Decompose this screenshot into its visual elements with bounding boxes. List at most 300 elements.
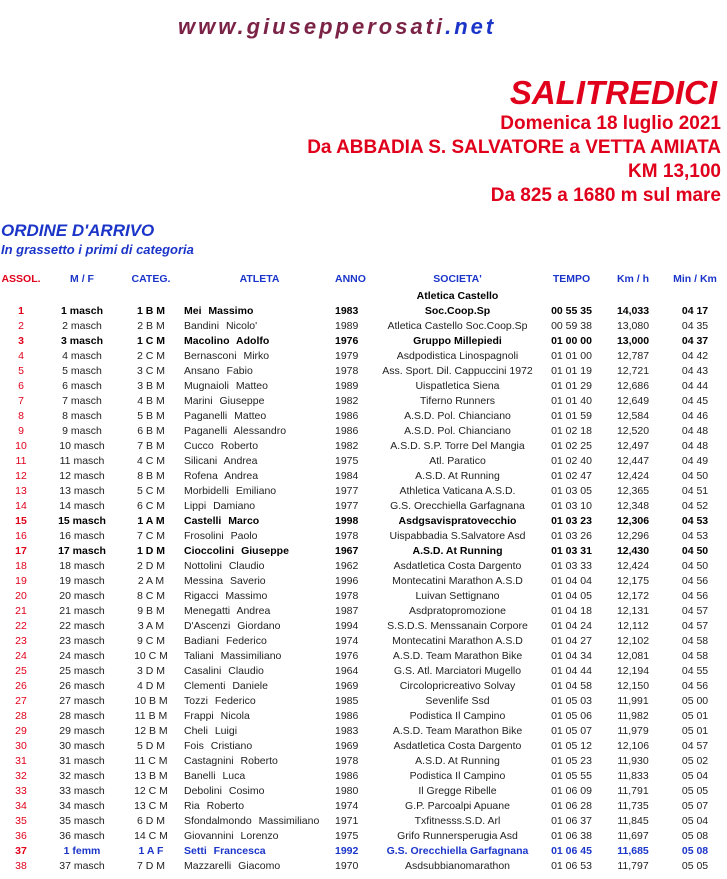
table-row: [0, 753, 727, 768]
speed-cell: 13,000: [616, 334, 650, 347]
year-cell: 1969: [335, 739, 359, 752]
athlete-cell: Badiani Federico: [184, 634, 267, 647]
gender-rank-cell: 25 masch: [59, 664, 105, 677]
results-heading: ORDINE D'ARRIVO: [1, 221, 155, 240]
category-cell: 2 D M: [136, 559, 165, 572]
pace-cell: 04 17: [681, 304, 709, 317]
team-cell: Uispabbadia S.Salvatore Asd: [389, 529, 526, 542]
empty-cell: [540, 288, 603, 303]
year-cell: 1980: [335, 784, 359, 797]
gender-rank-cell: 23 masch: [59, 634, 105, 647]
time-cell: 01 04 44: [551, 664, 592, 677]
speed-cell: 12,306: [616, 514, 650, 527]
athlete-cell: Casalini Claudio: [184, 664, 264, 677]
team-cell: S.S.D.S. Menssanain Corpore: [387, 619, 528, 632]
pace-cell: 04 35: [681, 319, 709, 332]
team-cell: A.S.D. Team Marathon Bike: [392, 649, 523, 662]
position-cell: 31: [15, 754, 27, 767]
pace-cell: 04 56: [681, 589, 709, 602]
gender-rank-cell: 20 masch: [59, 589, 105, 602]
athlete-cell: Morbidelli Emiliano: [184, 484, 277, 497]
table-row: [0, 708, 727, 723]
category-cell: 3 C M: [136, 364, 165, 377]
category-cell: 1 D M: [136, 544, 165, 557]
site-url-tld: .net: [445, 14, 497, 39]
results-table: [0, 270, 727, 873]
athlete-cell: Frosolini Paolo: [184, 529, 258, 542]
position-cell: 2: [18, 319, 24, 332]
table-row: [0, 363, 727, 378]
table-row: [0, 648, 727, 663]
gender-rank-cell: 15 masch: [58, 514, 106, 527]
year-cell: 1969: [335, 679, 359, 692]
pace-cell: 04 52: [681, 499, 709, 512]
pace-cell: 04 43: [681, 364, 709, 377]
table-row: [0, 783, 727, 798]
year-cell: 1976: [335, 334, 359, 347]
speed-cell: 12,649: [616, 394, 650, 407]
team-cell: G.S. Orecchiella Garfagnana: [390, 499, 525, 512]
team-cell: Athletica Vaticana A.S.D.: [399, 484, 516, 497]
year-cell: 1986: [335, 709, 359, 722]
athlete-cell: Silicani Andrea: [184, 454, 258, 467]
table-row: [0, 543, 727, 558]
time-cell: 01 02 40: [551, 454, 592, 467]
category-cell: 1 B M: [136, 304, 165, 317]
position-cell: 12: [15, 469, 27, 482]
event-distance: KM 13,100: [628, 161, 721, 182]
gender-rank-cell: 17 masch: [58, 544, 106, 557]
speed-cell: 12,424: [616, 469, 650, 482]
pace-cell: 05 08: [681, 829, 709, 842]
time-cell: 01 06 38: [551, 829, 592, 842]
table-row: [0, 303, 727, 318]
pace-cell: 04 58: [681, 634, 709, 647]
position-cell: 11: [15, 454, 27, 467]
athlete-cell: Cioccolini Giuseppe: [184, 544, 289, 557]
speed-cell: 11,991: [617, 694, 649, 707]
athlete-cell: Cheli Luigi: [184, 724, 238, 737]
category-cell: 5 C M: [136, 484, 165, 497]
category-cell: 5 D M: [136, 739, 165, 752]
results-heading-block: [1, 221, 194, 258]
year-cell: 1975: [335, 829, 359, 842]
athlete-cell: Castagnini Roberto: [184, 754, 278, 767]
athlete-cell: Ria Roberto: [184, 799, 245, 812]
gender-rank-cell: 35 masch: [59, 814, 105, 827]
category-cell: 7 C M: [136, 529, 165, 542]
team-cell: Asdgsavispratovecchio: [398, 514, 517, 527]
pace-cell: 05 05: [681, 859, 709, 872]
team-cell: A.S.D. At Running: [412, 544, 503, 557]
gender-rank-cell: 7 masch: [62, 394, 102, 407]
col-header-atleta: ATLETA: [239, 273, 280, 285]
gender-rank-cell: 1 femm: [63, 844, 101, 857]
speed-cell: 11,982: [617, 709, 649, 722]
table-row: [0, 663, 727, 678]
athlete-cell: Nottolini Claudio: [184, 559, 265, 572]
time-cell: 01 06 45: [551, 844, 592, 857]
athlete-cell: Mazzarelli Giacomo: [184, 859, 281, 872]
time-cell: 01 04 27: [551, 634, 592, 647]
athlete-cell: Messina Saverio: [184, 574, 266, 587]
team-cell: A.S.D. At Running: [415, 754, 500, 767]
team-continuation-row: [0, 288, 727, 303]
athlete-cell: Rigacci Massimo: [184, 589, 268, 602]
position-cell: 15: [15, 514, 27, 527]
table-row: [0, 438, 727, 453]
table-row: [0, 378, 727, 393]
time-cell: 01 05 06: [551, 709, 592, 722]
gender-rank-cell: 36 masch: [59, 829, 105, 842]
pace-cell: 04 42: [681, 349, 709, 362]
category-cell: 8 C M: [136, 589, 165, 602]
position-cell: 23: [15, 634, 27, 647]
athlete-cell: Bandini Nicolo': [184, 319, 258, 332]
athlete-cell: Setti Francesca: [184, 844, 266, 857]
pace-cell: 04 58: [681, 649, 709, 662]
gender-rank-cell: 10 masch: [59, 439, 105, 452]
team-cell: Asdatletica Costa Dargento: [393, 559, 522, 572]
time-cell: 01 05 03: [551, 694, 592, 707]
pace-cell: 04 50: [681, 544, 709, 557]
year-cell: 1986: [335, 409, 359, 422]
year-cell: 1964: [335, 664, 359, 677]
time-cell: 01 03 31: [551, 544, 592, 557]
time-cell: 01 06 37: [551, 814, 592, 827]
pace-cell: 05 02: [681, 754, 709, 767]
team-cell: Soc.Coop.Sp: [424, 304, 491, 317]
category-cell: 14 C M: [134, 829, 168, 842]
gender-rank-cell: 29 masch: [59, 724, 105, 737]
event-header: [307, 74, 721, 208]
position-cell: 8: [18, 409, 24, 422]
time-cell: 01 05 23: [551, 754, 592, 767]
speed-cell: 11,697: [617, 829, 649, 842]
time-cell: 01 01 59: [551, 409, 592, 422]
position-cell: 7: [18, 394, 24, 407]
table-row: [0, 618, 727, 633]
table-row: [0, 318, 727, 333]
pace-cell: 04 50: [681, 559, 709, 572]
year-cell: 1974: [335, 799, 359, 812]
category-cell: 12 C M: [134, 784, 168, 797]
gender-rank-cell: 5 masch: [62, 364, 102, 377]
speed-cell: 12,584: [616, 409, 650, 422]
position-cell: 36: [15, 829, 27, 842]
year-cell: 1976: [335, 649, 359, 662]
team-cell: Asdpratopromozione: [409, 604, 506, 617]
time-cell: 01 03 10: [551, 499, 592, 512]
athlete-cell: Rofena Andrea: [184, 469, 259, 482]
col-header-mf: M / F: [70, 273, 94, 285]
speed-cell: 12,424: [616, 559, 650, 572]
gender-rank-cell: 22 masch: [59, 619, 105, 632]
empty-cell: [0, 288, 42, 303]
category-cell: 3 B M: [137, 379, 165, 392]
time-cell: 01 01 19: [551, 364, 592, 377]
athlete-cell: Debolini Cosimo: [184, 784, 265, 797]
speed-cell: 12,430: [616, 544, 650, 557]
speed-cell: 11,845: [617, 814, 649, 827]
year-cell: 1994: [335, 619, 359, 632]
table-row: [0, 603, 727, 618]
speed-cell: 12,172: [616, 589, 650, 602]
table-row: [0, 768, 727, 783]
table-row: [0, 858, 727, 873]
team-cell: Atletica Castello: [416, 289, 499, 302]
table-row: [0, 393, 727, 408]
gender-rank-cell: 18 masch: [59, 559, 105, 572]
speed-cell: 11,930: [617, 754, 649, 767]
time-cell: 01 04 58: [551, 679, 592, 692]
gender-rank-cell: 27 masch: [59, 694, 105, 707]
category-cell: 2 C M: [136, 349, 165, 362]
time-cell: 00 59 38: [551, 319, 592, 332]
year-cell: 1974: [335, 634, 359, 647]
position-cell: 1: [18, 304, 24, 317]
category-cell: 7 B M: [137, 439, 165, 452]
position-cell: 26: [15, 679, 27, 692]
year-cell: 1982: [335, 439, 359, 452]
col-header-tempo: TEMPO: [552, 273, 591, 285]
table-header-row: [0, 270, 727, 288]
athlete-cell: Marini Giuseppe: [184, 394, 265, 407]
category-cell: 9 C M: [136, 634, 165, 647]
speed-cell: 11,833: [617, 769, 649, 782]
team-cell: G.S. Atl. Marciatori Mugello: [393, 664, 522, 677]
year-cell: 1979: [335, 349, 359, 362]
time-cell: 01 01 40: [551, 394, 592, 407]
speed-cell: 12,686: [616, 379, 650, 392]
athlete-cell: Paganelli Matteo: [184, 409, 267, 422]
team-cell: Luivan Settignano: [415, 589, 500, 602]
category-cell: 10 C M: [134, 649, 168, 662]
position-cell: 19: [15, 574, 27, 587]
team-cell: Asdatletica Costa Dargento: [393, 739, 522, 752]
time-cell: 01 05 07: [551, 724, 592, 737]
table-row: [0, 828, 727, 843]
pace-cell: 04 56: [681, 574, 709, 587]
year-cell: 1984: [335, 469, 359, 482]
col-header-categ: CATEG.: [131, 273, 171, 285]
pace-cell: 04 56: [681, 679, 709, 692]
team-cell: A.S.D. Pol. Chianciano: [404, 424, 511, 437]
team-cell: Txfitnesss.S.D. Arl: [414, 814, 501, 827]
position-cell: 13: [15, 484, 27, 497]
table-row: [0, 558, 727, 573]
table-row: [0, 693, 727, 708]
athlete-cell: Fois Cristiano: [184, 739, 253, 752]
time-cell: 01 06 09: [551, 784, 592, 797]
athlete-cell: Frappi Nicola: [184, 709, 250, 722]
year-cell: 1977: [335, 484, 359, 497]
pace-cell: 05 04: [681, 814, 709, 827]
pace-cell: 04 48: [681, 439, 709, 452]
team-cell: Atletica Castello Soc.Coop.Sp: [387, 319, 528, 332]
category-cell: 1 C M: [136, 334, 165, 347]
pace-cell: 04 57: [681, 604, 709, 617]
table-row: [0, 678, 727, 693]
event-altitude: Da 825 a 1680 m sul mare: [490, 185, 721, 206]
table-row: [0, 468, 727, 483]
athlete-cell: Giovannini Lorenzo: [184, 829, 279, 842]
speed-cell: 12,131: [616, 604, 650, 617]
team-cell: Grifo Runnersperugia Asd: [397, 829, 518, 842]
pace-cell: 04 55: [681, 664, 709, 677]
table-row: [0, 498, 727, 513]
pace-cell: 04 57: [681, 619, 709, 632]
pace-cell: 04 44: [681, 379, 709, 392]
position-cell: 6: [18, 379, 24, 392]
position-cell: 18: [15, 559, 27, 572]
pace-cell: 05 08: [681, 844, 709, 857]
position-cell: 34: [15, 799, 27, 812]
athlete-cell: Mugnaioli Matteo: [184, 379, 268, 392]
athlete-cell: Ansano Fabio: [184, 364, 253, 377]
time-cell: 01 06 53: [551, 859, 592, 872]
gender-rank-cell: 6 masch: [62, 379, 102, 392]
athlete-cell: Banelli Luca: [184, 769, 246, 782]
event-route: Da ABBADIA S. SALVATORE a VETTA AMIATA: [307, 137, 721, 158]
team-cell: Tiferno Runners: [420, 394, 495, 407]
table-row: [0, 813, 727, 828]
team-cell: Asdsubbianomarathon: [404, 859, 511, 872]
table-row: [0, 453, 727, 468]
gender-rank-cell: 24 masch: [59, 649, 105, 662]
event-date: Domenica 18 luglio 2021: [500, 113, 721, 134]
speed-cell: 12,175: [616, 574, 650, 587]
gender-rank-cell: 26 masch: [59, 679, 105, 692]
time-cell: 01 04 18: [551, 604, 592, 617]
speed-cell: 12,497: [616, 439, 650, 452]
year-cell: 1967: [335, 544, 359, 557]
team-cell: Montecatini Marathon A.S.D: [392, 634, 523, 647]
year-cell: 1977: [335, 499, 359, 512]
time-cell: 01 06 28: [551, 799, 592, 812]
gender-rank-cell: 3 masch: [60, 334, 104, 347]
category-cell: 2 B M: [137, 319, 165, 332]
category-cell: 10 B M: [134, 694, 168, 707]
speed-cell: 12,081: [616, 649, 650, 662]
athlete-cell: Castelli Marco: [184, 514, 260, 527]
team-cell: A.S.D. Pol. Chianciano: [404, 409, 511, 422]
year-cell: 1992: [335, 844, 359, 857]
year-cell: 1986: [335, 424, 359, 437]
time-cell: 01 03 23: [551, 514, 592, 527]
table-row: [0, 333, 727, 348]
position-cell: 21: [15, 604, 27, 617]
category-cell: 4 B M: [137, 394, 165, 407]
year-cell: 1989: [335, 379, 359, 392]
time-cell: 01 04 04: [551, 574, 592, 587]
time-cell: 01 02 47: [551, 469, 592, 482]
empty-cell: [122, 288, 180, 303]
position-cell: 9: [18, 424, 24, 437]
speed-cell: 11,735: [617, 799, 649, 812]
pace-cell: 05 04: [681, 769, 709, 782]
team-cell: Uispatletica Siena: [415, 379, 500, 392]
time-cell: 01 01 00: [551, 349, 592, 362]
category-cell: 13 B M: [134, 769, 168, 782]
pace-cell: 04 46: [681, 409, 709, 422]
position-cell: 24: [15, 649, 27, 662]
table-row: [0, 723, 727, 738]
speed-cell: 12,348: [616, 499, 650, 512]
team-cell: Podistica Il Campino: [409, 709, 506, 722]
results-note: In grassetto i primi di categoria: [1, 242, 194, 257]
position-cell: 4: [18, 349, 24, 362]
speed-cell: 11,685: [617, 844, 649, 857]
team-cell: Circolopricreativo Solvay: [399, 679, 516, 692]
gender-rank-cell: 9 masch: [62, 424, 102, 437]
gender-rank-cell: 13 masch: [59, 484, 105, 497]
category-cell: 13 C M: [134, 799, 168, 812]
time-cell: 01 04 05: [551, 589, 592, 602]
year-cell: 1987: [335, 604, 359, 617]
table-row: [0, 588, 727, 603]
team-cell: A.S.D. At Running: [415, 469, 500, 482]
table-row: [0, 798, 727, 813]
year-cell: 1978: [335, 589, 359, 602]
speed-cell: 12,150: [616, 679, 650, 692]
athlete-cell: D'Ascenzi Giordano: [184, 619, 281, 632]
table-row: [0, 423, 727, 438]
position-cell: 16: [15, 529, 27, 542]
year-cell: 1978: [335, 364, 359, 377]
position-cell: 27: [15, 694, 27, 707]
position-cell: 38: [15, 859, 27, 872]
table-row: [0, 408, 727, 423]
year-cell: 1978: [335, 754, 359, 767]
athlete-cell: Tozzi Federico: [184, 694, 256, 707]
gender-rank-cell: 1 masch: [60, 304, 104, 317]
time-cell: 00 55 35: [551, 304, 592, 317]
year-cell: 1985: [335, 694, 359, 707]
time-cell: 01 03 05: [551, 484, 592, 497]
col-header-assol: ASSOL.: [1, 273, 41, 285]
team-cell: Gruppo Millepiedi: [413, 334, 502, 347]
pace-cell: 04 49: [681, 454, 709, 467]
time-cell: 01 02 18: [551, 424, 592, 437]
empty-cell: [42, 288, 122, 303]
time-cell: 01 05 12: [551, 739, 592, 752]
empty-cell: [180, 288, 335, 303]
team-cell: A.S.D. S.P. Torre Del Mangia: [390, 439, 525, 452]
table-row: [0, 483, 727, 498]
team-cell: Sevenlife Ssd: [425, 694, 490, 707]
category-cell: 7 D M: [136, 859, 165, 872]
team-cell: Il Gregge Ribelle: [418, 784, 497, 797]
position-cell: 14: [15, 499, 27, 512]
col-header-anno: ANNO: [335, 273, 366, 285]
team-cell: Asdpodistica Linospagnoli: [396, 349, 519, 362]
athlete-cell: Taliani Massimiliano: [184, 649, 282, 662]
time-cell: 01 03 33: [551, 559, 592, 572]
athlete-cell: Sfondalmondo Massimiliano: [184, 814, 320, 827]
year-cell: 1971: [335, 814, 359, 827]
category-cell: 3 A M: [137, 619, 165, 632]
site-url-main: www.giusepperosati: [178, 14, 446, 39]
table-row: [0, 573, 727, 588]
speed-cell: 12,112: [617, 619, 649, 632]
speed-cell: 12,102: [616, 634, 650, 647]
gender-rank-cell: 2 masch: [62, 319, 102, 332]
col-header-societa: SOCIETA': [433, 273, 482, 285]
position-cell: 28: [15, 709, 27, 722]
gender-rank-cell: 34 masch: [59, 799, 105, 812]
speed-cell: 14,033: [616, 304, 650, 317]
